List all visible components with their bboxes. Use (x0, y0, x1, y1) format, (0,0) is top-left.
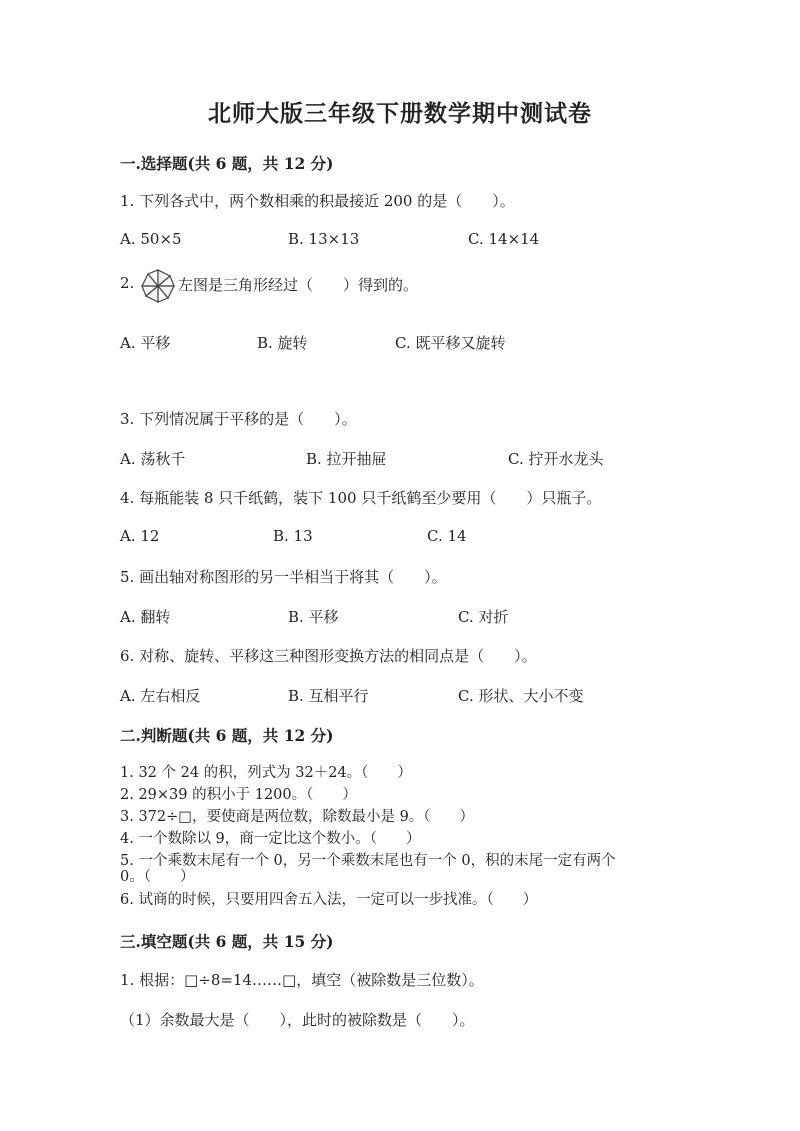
page-title: 北师大版三年级下册数学期中测试卷 (208, 100, 592, 127)
question-3-stem: 3. 下列情况属于平移的是（ ）。 (120, 410, 357, 428)
judge-item-3: 3. 372÷□，要使商是两位数，除数最小是 9。（ ） (120, 809, 475, 825)
question-5-option-a: A. 翻转 (120, 608, 171, 626)
question-2-stem: 左图是三角形经过（ ）得到的。 (178, 276, 419, 294)
question-4-option-b: B. 13 (273, 527, 313, 545)
question-1-stem: 1. 下列各式中，两个数相乘的积最接近 200 的是（ ）。 (120, 192, 515, 210)
question-4-stem: 4. 每瓶能装 8 只千纸鹤，装下 100 只千纸鹤至少要用（ ）只瓶子。 (120, 489, 602, 507)
question-5-option-b: B. 平移 (288, 608, 339, 626)
question-3-option-b: B. 拉开抽屉 (306, 450, 387, 468)
judge-item-5: 5. 一个乘数末尾有一个 0，另一个乘数末尾也有一个 0，积的末尾一定有两个 (120, 853, 616, 869)
question-6-stem: 6. 对称、旋转、平移这三种图形变换方法的相同点是（ ）。 (120, 647, 537, 665)
question-2-option-c: C. 既平移又旋转 (395, 334, 506, 352)
question-4-option-a: A. 12 (120, 527, 160, 545)
judge-item-5-continued: 0。（ ） (120, 869, 195, 885)
question-2-option-b: B. 旋转 (257, 334, 308, 352)
judge-item-2: 2. 29×39 的积小于 1200。（ ） (120, 787, 357, 803)
question-6-option-c: C. 形状、大小不变 (458, 687, 584, 705)
question-3-option-c: C. 拧开水龙头 (508, 450, 604, 468)
pinwheel-figure-icon (140, 268, 176, 304)
judge-item-4: 4. 一个数除以 9，商一定比这个数小。（ ） (120, 831, 421, 847)
question-4-option-c: C. 14 (427, 527, 467, 545)
question-1-option-c: C. 14×14 (468, 230, 540, 248)
judge-item-1: 1. 32 个 24 的积，列式为 32＋24。（ ） (120, 765, 412, 781)
fill-question-1-sub-1: （1）余数最大是（ ），此时的被除数是（ ）。 (120, 1011, 475, 1029)
question-6-option-b: B. 互相平行 (288, 687, 369, 705)
question-3-option-a: A. 荡秋千 (120, 450, 186, 468)
fill-question-1-stem: 1. 根据：□÷8=14……□，填空（被除数是三位数）。 (120, 971, 484, 989)
question-2-number: 2. (120, 274, 135, 292)
section-heading-choice: 一.选择题(共 6 题，共 12 分) (120, 154, 334, 173)
question-5-stem: 5. 画出轴对称图形的另一半相当于将其（ ）。 (120, 568, 447, 586)
question-1-option-b: B. 13×13 (288, 230, 360, 248)
section-heading-fill: 三.填空题(共 6 题，共 15 分) (120, 932, 334, 951)
judge-item-6: 6. 试商的时候，只要用四舍五入法，一定可以一步找准。（ ） (120, 892, 538, 908)
section-heading-judge: 二.判断题(共 6 题，共 12 分) (120, 726, 334, 745)
question-1-option-a: A. 50×5 (120, 230, 182, 248)
question-5-option-c: C. 对折 (458, 608, 509, 626)
question-6-option-a: A. 左右相反 (120, 687, 201, 705)
question-2-option-a: A. 平移 (120, 334, 171, 352)
